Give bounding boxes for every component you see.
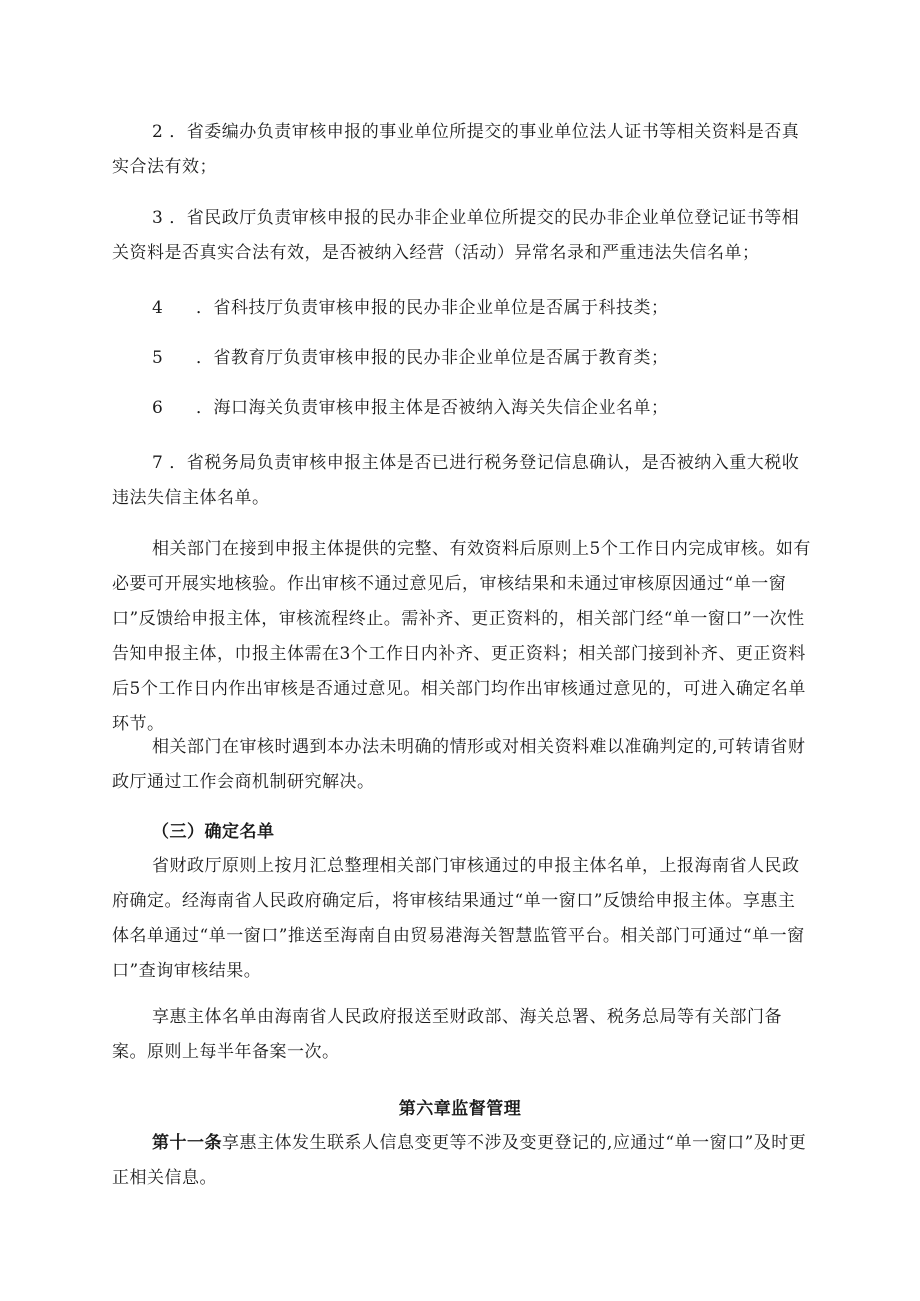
list-item-6-text: ．海口海关负责审核申报主体是否被纳入海关失信企业名单； (196, 398, 669, 418)
list-item-5-text: ．省教育厅负责审核申报的民办非企业单位是否属于教育类； (196, 348, 669, 368)
article-11-number: 第十一条 (152, 1133, 222, 1153)
article-11-text: 享惠主体发生联系人信息变更等不涉及变更登记的,应通过“单一窗口”及时更正相关信息。 (112, 1133, 807, 1188)
list-item-4-text: ．省科技厅负责审核申报的民办非企业单位是否属于科技类； (196, 298, 669, 318)
list-item-7: 7 ．省税务局负责审核申报主体是否已进行税务登记信息确认，是否被纳入重大税收违法失信主体名单。 (112, 453, 800, 508)
list-item-2: 2 ．省委编办负责审核申报的事业单位所提交的事业单位法人证书等相关资料是否真实合法有效； (112, 122, 800, 177)
list-item-5 (152, 341, 669, 376)
article-11 (112, 1126, 812, 1196)
paragraph-confirm-list: 省财政厅原则上按月汇总整理相关部门审核通过的申报主体名单，上报海南省人民政府确定。经海南省人民政府确定后，将审核结果通过“单一窗口”反馈给申报主体。享惠主体名单通过“单一窗口”推送至海南自由贸易港海关智慧监管平台。相关部门可通过“单一窗口”查询审核结果。 (112, 856, 805, 981)
paragraph-review-process: 相关部门在接到申报主体提供的完整、有效资料后原则上5个工作日内完成审核。如有必要可开展实地核验。作出审核不通过意见后，审核结果和未通过审核原因通过“单一窗口”反馈给申报主体，审核流程终止。需补齐、更正资料的，相关部门经“单一窗口”一次性告知申报主体，巾报主体需在3个工作日内补齐、更正资料；相关部门接到补齐、更正资料后5个工作日内作出审核是否通过意见。相关部门均作出审核通过意见的，可进入确定名单环节。 (112, 539, 811, 734)
paragraph-unclear-cases: 相关部门在审核时遇到本办法未明确的情形或对相关资料难以准确判定的,可转请省财政厅通过工作会商机制研究解决。 (112, 737, 806, 792)
list-item-3: 3 ．省民政厅负责审核申报的民办非企业单位所提交的民办非企业单位登记证书等相关资料是否真实合法有效，是否被纳入经营（活动）异常名录和严重违法失信名单； (112, 208, 800, 263)
list-item-6-number: 6 (152, 398, 164, 418)
list-item-4-number: 4 (152, 298, 164, 318)
paragraph-filing: 享惠主体名单由海南省人民政府报送至财政部、海关总署、税务总局等有关部门备案。原则上每半年备案一次。 (112, 1007, 782, 1062)
section-heading-confirm-list: （三）确定名单 (152, 822, 275, 842)
list-item-6 (152, 391, 669, 426)
list-item-5-number: 5 (152, 348, 164, 368)
chapter-heading: 第六章监督管理 (398, 1099, 522, 1119)
list-item-4 (152, 291, 669, 326)
